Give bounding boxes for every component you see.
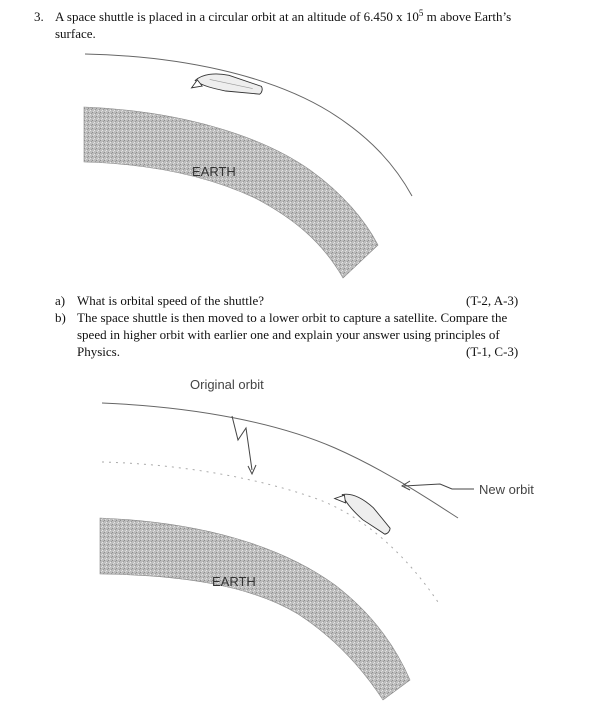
- new-orbit-arrow: [404, 484, 474, 489]
- part-b-text-line2: speed in higher orbit with earlier one and explain your answer using principles of: [77, 327, 500, 342]
- question-stem-part2: m above Earth’s: [423, 9, 512, 24]
- part-b-label: b): [55, 310, 66, 325]
- original-orbit-path: [102, 403, 458, 518]
- part-a-text: What is orbital speed of the shuttle?: [77, 293, 265, 308]
- question-number: 3.: [34, 9, 44, 24]
- question-stem-part1: A space shuttle is placed in a circular orbit at an altitude of 6.450 x 10: [55, 9, 419, 24]
- earth-band-1: [84, 107, 378, 278]
- earth-label-1: EARTH: [192, 164, 236, 179]
- original-orbit-label: Original orbit: [190, 377, 264, 392]
- part-a-code: (T-2, A-3): [466, 293, 519, 308]
- new-orbit-label: New orbit: [479, 482, 534, 497]
- question-stem-line2: surface.: [55, 26, 96, 41]
- original-orbit-arrow: [232, 416, 252, 470]
- shuttle-icon: [192, 68, 264, 102]
- earth-band-2: [100, 518, 410, 700]
- part-b-code: (T-1, C-3): [466, 344, 519, 359]
- part-a-label: a): [55, 293, 66, 308]
- shuttle-new-orbit-icon: [335, 484, 394, 540]
- earth-label-2: EARTH: [212, 574, 256, 589]
- question-stem-exponent: 5: [418, 8, 424, 18]
- part-b-text-line1: The space shuttle is then moved to a lower orbit to capture a satellite. Compare the: [77, 310, 508, 325]
- part-b-text-line3: Physics.: [77, 344, 120, 359]
